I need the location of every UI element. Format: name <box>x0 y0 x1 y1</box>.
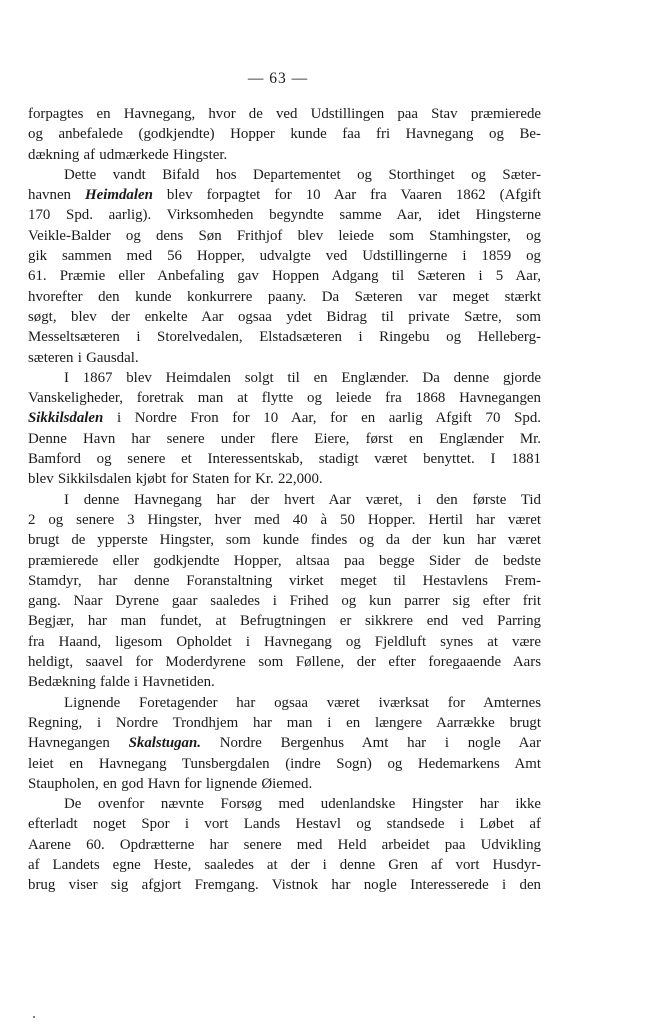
text-line: og anbefalede (godkjendte) Hopper kunde faa fri Havnegang og Be- <box>28 126 541 143</box>
text-line: dækning af udmærkede Hingster. <box>28 146 228 163</box>
text-line: brug viser sig afgjort Fremgang. Vistnok har nogle Interesserede i den <box>28 877 541 894</box>
text-line: Vanskeligheder, foretrak man at flytte og leiede fra 1868 Havnegangen <box>28 390 541 407</box>
text-segment: Nordre Bergenhus Amt har i nogle Aar <box>201 735 542 752</box>
text-line: I 1867 blev Heimdalen solgt til en Englænder. Da denne gjorde <box>64 369 541 386</box>
text-line <box>28 185 541 205</box>
text-line: heldigt, saavel for Moderdyrene som Føllene, der efter foregaaende Aars <box>28 654 541 671</box>
text-line: 61. Præmie eller Anbefaling gav Hoppen Adgang til Sæteren i 5 Aar, <box>28 268 541 285</box>
text-line: 2 og senere 3 Hingster, hver med 40 à 50 Hopper. Hertil har været <box>28 511 541 528</box>
text-line: Begjær, har man fundet, at Befrugtningen er sikkrere end ved Parring <box>28 613 541 630</box>
text-line: hvorefter den kunde konkurrere paany. Da Sæteren var meget stærkt <box>28 288 541 305</box>
text-line: Bedækning falde i Havnetiden. <box>28 674 215 691</box>
text-line: Denne Havn har senere under flere Eiere, først en Englænder Mr. <box>28 430 541 447</box>
text-line: Aarene 60. Opdrætterne har senere med Held arbeidet paa Udvikling <box>28 836 541 853</box>
scan-speck <box>33 1016 35 1018</box>
text-line: søgt, blev der enkelte Aar ogsaa ydet Bidrag til private Sætre, som <box>28 308 541 325</box>
text-line: Regning, i Nordre Trondhjem har man i en længere Aarrække brugt <box>28 714 541 731</box>
text-line: Veikle-Balder og dens Søn Frithjof blev leiede som Stamhingster, og <box>28 227 541 244</box>
text-line: 170 Spd. aarlig). Virksomheden begyndte samme Aar, idet Hingsterne <box>28 207 541 224</box>
text-line: leiet en Havnegang Tunsbergdalen (indre Sogn) og Hedemarkens Amt <box>28 755 541 772</box>
place-name: Sikkilsdalen <box>28 410 104 427</box>
text-segment: blev forpagtet for 10 Aar fra Vaaren 1862 (Afgift <box>152 187 541 204</box>
text-line: I denne Havnegang har der hvert Aar været, i den første Tid <box>64 491 541 508</box>
text-line: Staupholen, en god Havn for lignende Øiemed. <box>28 775 313 792</box>
text-line <box>28 733 541 753</box>
text-line: De ovenfor nævnte Forsøg med udenlandske Hingster har ikke <box>64 796 541 813</box>
text-line: Messeltsæteren i Storelvedalen, Elstadsæteren i Ringebu og Helleberg- <box>28 329 541 346</box>
text-line: fra Haand, ligesom Opholdet i Havnegang og Fjeldluft synes at være <box>28 633 541 650</box>
place-name: Heimdalen <box>85 187 153 204</box>
text-line: forpagtes en Havnegang, hvor de ved Udstillingen paa Stav præmierede <box>28 106 541 122</box>
text-segment: Havnegangen <box>28 735 129 752</box>
text-line: Stamdyr, har denne Foranstaltning virket meget til Hestavlens Frem- <box>28 572 541 589</box>
text-line: blev Sikkilsdalen kjøbt for Staten for Kr. 22,000. <box>28 471 323 488</box>
place-name: Skalstugan. <box>128 735 202 752</box>
text-line: Lignende Foretagender har ogsaa været iværksat for Amternes <box>64 694 541 711</box>
text-line: brugt de ypperste Hingster, som kunde findes og da der kun har været <box>28 532 541 549</box>
body-text <box>28 104 541 896</box>
text-line: efterladt noget Spor i vort Lands Hestavl og standsede i Løbet af <box>28 816 541 833</box>
text-line: af Landets egne Heste, saaledes at der i denne Gren af vort Husdyr- <box>28 856 541 873</box>
text-line: Bamford og senere et Interessentskab, stadigt været benyttet. I 1881 <box>28 451 541 468</box>
text-line: gang. Naar Dyrene gaar saaledes i Frihed og kun parrer sig efter frit <box>28 593 541 610</box>
text-line: Dette vandt Bifald hos Departementet og Storthinget og Sæter- <box>64 166 541 183</box>
page-number: — 63 — <box>247 70 309 87</box>
text-segment: i Nordre Fron for 10 Aar, for en aarlig Afgift 70 Spd. <box>103 410 541 427</box>
text-line: præmierede eller godkjendte Hopper, altsaa paa begge Sider de bedste <box>28 552 541 569</box>
text-line <box>28 408 541 428</box>
text-segment: havnen <box>28 187 86 204</box>
text-line: gik sammen med 56 Hopper, udvalgte ved Udstillingerne i 1859 og <box>28 248 541 265</box>
text-line: sæteren i Gausdal. <box>28 349 139 366</box>
